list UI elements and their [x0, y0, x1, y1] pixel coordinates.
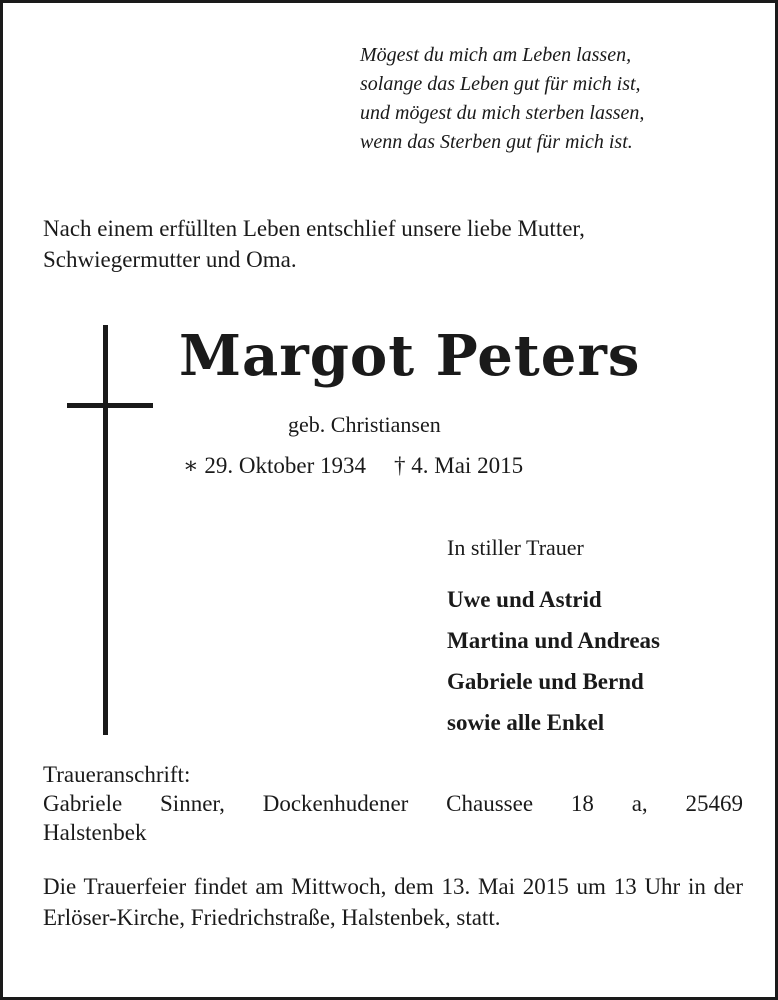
life-dates	[183, 451, 523, 481]
mourner-name: Gabriele und Bernd	[447, 669, 644, 694]
address-label: Traueranschrift:	[43, 762, 191, 787]
latin-cross-icon	[65, 325, 157, 735]
poem-line: wenn das Sterben gut für mich ist.	[360, 131, 633, 153]
mourner-name: Martina und Andreas	[447, 628, 661, 653]
intro-line: Nach einem erfüllten Leben entschlief unsere liebe Mutter,	[43, 216, 585, 241]
poem-line: und mögest du mich sterben lassen,	[360, 102, 645, 124]
poem-line: solange das Leben gut für mich ist,	[360, 73, 641, 95]
condolence-address	[43, 760, 743, 847]
death-date: † 4. Mai 2015	[394, 453, 524, 478]
cross-horizontal-bar	[67, 403, 153, 408]
funeral-service-info: Die Trauerfeier findet am Mittwoch, dem 13. Mai 2015 um 13 Uhr in der Erlöser-Kirche, Friedrichstraße, Halstenbek, statt.	[43, 874, 743, 930]
poem-line: Mögest du mich am Leben lassen,	[360, 44, 632, 66]
address-street-line	[43, 789, 743, 818]
address-word: Dockenhudener	[262, 791, 409, 816]
address-word: 18	[570, 791, 594, 816]
poem-quote	[360, 41, 750, 157]
address-word: 25469	[685, 791, 743, 816]
deceased-name: Margot Peters	[179, 323, 641, 389]
mourning-heading: In stiller Trauer	[447, 535, 584, 560]
address-word: a,	[631, 791, 648, 816]
address-word: Gabriele	[43, 791, 123, 816]
birth-date: ∗ 29. Oktober 1934	[183, 453, 367, 478]
address-word: Sinner,	[160, 791, 225, 816]
maiden-name: geb. Christiansen	[288, 412, 441, 437]
address-word: Chaussee	[446, 791, 534, 816]
mourner-name: Uwe und Astrid	[447, 587, 602, 612]
mourner-name: sowie alle Enkel	[447, 710, 605, 735]
cross-vertical-bar	[103, 325, 108, 735]
mourners-list	[447, 579, 660, 743]
intro-text	[43, 213, 748, 275]
address-city: Halstenbek	[43, 820, 147, 845]
intro-line: Schwiegermutter und Oma.	[43, 247, 297, 272]
